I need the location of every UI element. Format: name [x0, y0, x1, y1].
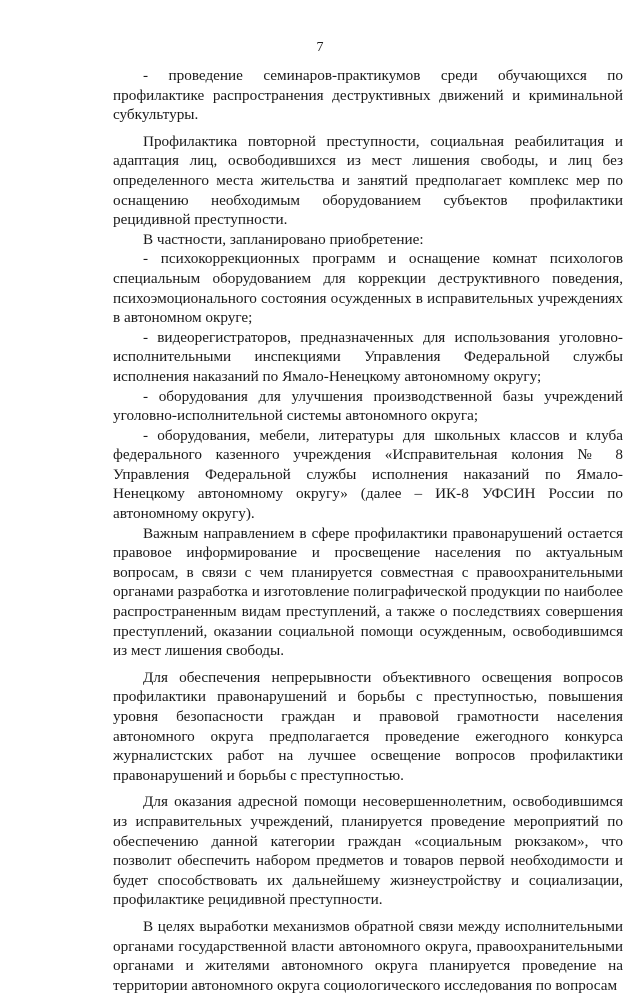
body-text	[113, 66, 623, 995]
list-item-school-furniture: - оборудования, мебели, литературы для школьных классов и клуба федерального казенного учреждения «Исправительная колония № 8 Управления Федеральной службы исполнения наказаний по Ямало-Ненецкому автономному округу» (далее – ИК-8 УФСИН России по автономному округу).	[113, 426, 623, 523]
paragraph-seminars: - проведение семинаров-практикумов среди обучающихся по профилактике распространения деструктивных движений и криминальной субкультуры.	[113, 67, 623, 124]
list-item-psychocorrection: - психокоррекционных программ и оснащение комнат психологов специальным оборудованием для коррекции деструктивного поведения, психоэмоционального состояния осужденных в исправительных учреждениях в автономном округе;	[113, 250, 623, 327]
list-item-production-equipment: - оборудования для улучшения производственной базы учреждений уголовно-исполнительной системы автономного округа;	[113, 387, 623, 425]
paragraph-social-backpack: Для оказания адресной помощи несовершеннолетним, освободившимся из исправительных учреждений, планируется проведение мероприятий по обеспечению данной категории граждан «социальным рюкзаком», что позволит обеспечить набором предметов и товаров первой необходимости и будет способствовать их дальнейшему жизнеустройству и социализации, профилактике рецидивной преступности.	[113, 793, 623, 909]
paragraph-repeat-crime-prevention: Профилактика повторной преступности, социальная реабилитация и адаптация лиц, освободившихся из мест лишения свободы, и лиц без определенного места жительства и занятий предполагает комплекс мер по оснащению необходимым оборудованием субъектов профилактики рецидивной преступности.	[113, 132, 623, 229]
paragraph-legal-information: Важным направлением в сфере профилактики правонарушений остается правовое информирование и просвещение населения по актуальным вопросам, в связи с чем планируется совместная с правоохранительными органами разработка и изготовление полиграфической продукции по наиболее распространенным видам преступлений, а также о последствиях совершения преступлений, оказании социальной помощи осужденным, освободившимся из мест лишения свободы.	[113, 524, 623, 660]
paragraph-planned-purchases: В частности, запланировано приобретение:	[143, 230, 424, 248]
page-number: 7	[316, 40, 324, 55]
paragraph-journalism-contest: Для обеспечения непрерывности объективного освещения вопросов профилактики правонарушений и борьбы с преступностью, повышения уровня безопасности граждан и правовой грамотности населения автономного округа предполагается проведение ежегодного конкурса журналистских работ на лучшее освещение вопросов профилактики правонарушений и борьбы с преступностью.	[113, 668, 623, 784]
paragraph-sociological-research: В целях выработки механизмов обратной связи между исполнительными органами государственной власти автономного округа, правоохранительными органами и жителями автономного округа планируется проведение на территории автономного округа социологического исследования по вопросам	[113, 917, 623, 994]
list-item-video-recorders: - видеорегистраторов, предназначенных для использования уголовно-исполнительными инспекциями Управления Федеральной службы исполнения наказаний по Ямало-Ненецкому автономному округу;	[113, 328, 623, 385]
